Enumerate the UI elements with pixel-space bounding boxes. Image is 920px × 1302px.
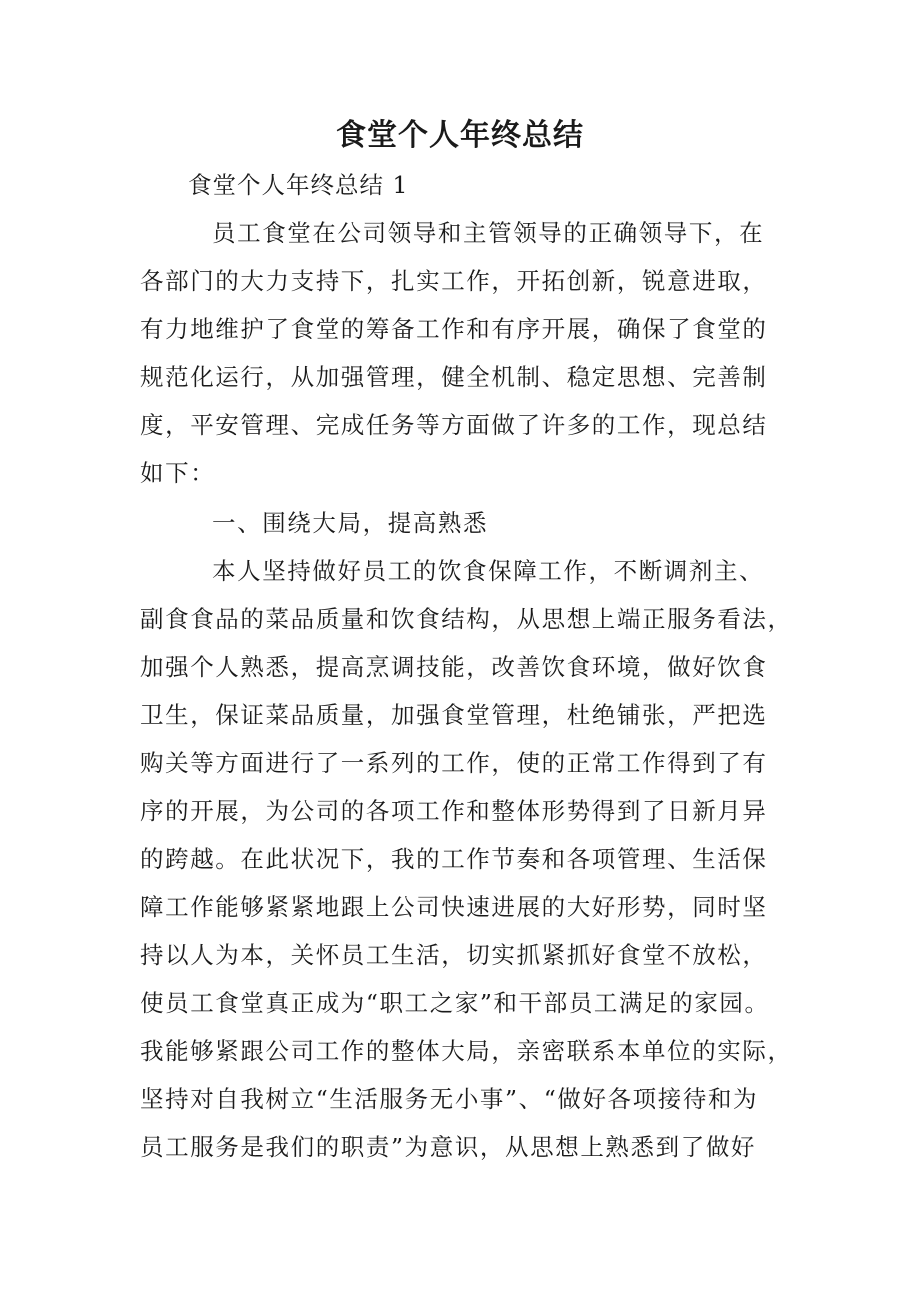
paragraph-line: 各部门的大力支持下，扎实工作，开拓创新，锐意进取， <box>140 267 768 295</box>
paragraph-line: 卫生，保证菜品质量，加强食堂管理，杜绝铺张，严把选 <box>140 701 768 729</box>
paragraph-line: 的跨越。在此状况下，我的工作节奏和各项管理、生活保 <box>140 845 768 873</box>
section-heading: 一、围绕大局，提高熟悉 <box>212 509 489 537</box>
section-subtitle: 食堂个人年终总结 1 <box>188 171 409 199</box>
paragraph-line: 有力地维护了食堂的筹备工作和有序开展，确保了食堂的 <box>140 315 768 343</box>
paragraph-line: 序的开展，为公司的各项工作和整体形势得到了日新月异 <box>140 797 768 825</box>
paragraph-line: 我能够紧跟公司工作的整体大局，亲密联系本单位的实际， <box>140 1037 793 1065</box>
paragraph-line: 障工作能够紧紧地跟上公司快速进展的大好形势，同时坚 <box>140 893 768 921</box>
paragraph-line: 副食食品的菜品质量和饮食结构，从思想上端正服务看法， <box>140 605 793 633</box>
page-title: 食堂个人年终总结 <box>336 118 584 153</box>
paragraph-line: 购关等方面进行了一系列的工作，使的正常工作得到了有 <box>140 749 768 777</box>
paragraph-line: 度，平安管理、完成任务等方面做了许多的工作，现总结 <box>140 411 768 439</box>
paragraph-line: 本人坚持做好员工的饮食保障工作，不断调剂主、 <box>212 557 765 585</box>
paragraph-line: 坚持对自我树立“生活服务无小事”、“做好各项接待和为 <box>140 1085 759 1113</box>
paragraph-line: 使员工食堂真正成为“职工之家”和干部员工满足的家园。 <box>140 989 770 1017</box>
paragraph-line: 员工食堂在公司领导和主管领导的正确领导下，在 <box>212 219 765 247</box>
paragraph-line: 如下： <box>140 459 216 487</box>
paragraph-line: 规范化运行，从加强管理，健全机制、稳定思想、完善制 <box>140 363 768 391</box>
paragraph-line: 持以人为本，关怀员工生活，切实抓紧抓好食堂不放松， <box>140 941 768 969</box>
paragraph-line: 员工服务是我们的职责”为意识，从思想上熟悉到了做好 <box>140 1133 757 1161</box>
paragraph-line: 加强个人熟悉，提高烹调技能，改善饮食环境，做好饮食 <box>140 653 768 681</box>
